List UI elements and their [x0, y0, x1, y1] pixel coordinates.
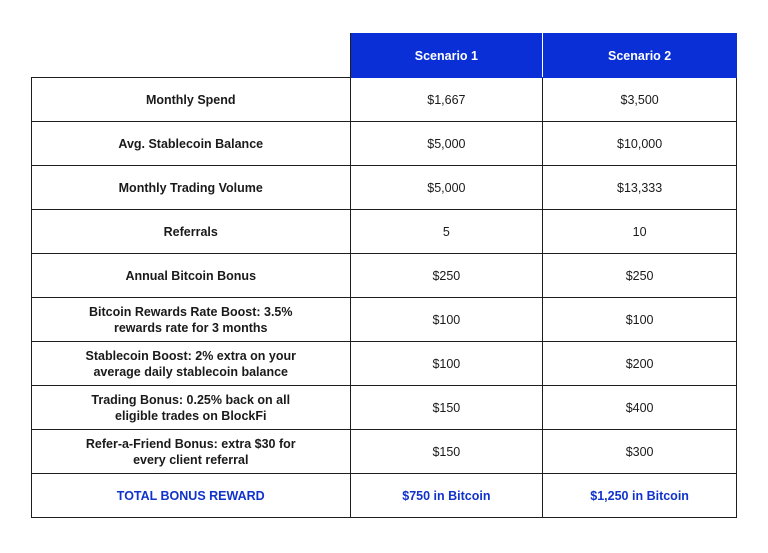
- scenario-1-value: 5: [350, 210, 543, 254]
- row-label: [32, 298, 351, 342]
- scenario-2-value: $300: [543, 430, 737, 474]
- row-label-line-1: Refer-a-Friend Bonus: extra $30 for: [85, 436, 296, 451]
- total-scenario-1: $750 in Bitcoin: [350, 474, 543, 518]
- scenario-1-value: $5,000: [350, 166, 543, 210]
- total-scenario-2: $1,250 in Bitcoin: [543, 474, 737, 518]
- row-label: Monthly Spend: [32, 78, 351, 122]
- scenario-1-value: $150: [350, 386, 543, 430]
- scenario-2-value: $10,000: [543, 122, 737, 166]
- scenario-2-value: $100: [543, 298, 737, 342]
- scenario-1-value: $250: [350, 254, 543, 298]
- row-label: Avg. Stablecoin Balance: [32, 122, 351, 166]
- table-row: [32, 298, 737, 342]
- row-label: Monthly Trading Volume: [32, 166, 351, 210]
- scenario-1-value: $100: [350, 342, 543, 386]
- scenario-2-value: 10: [543, 210, 737, 254]
- table-row: [32, 342, 737, 386]
- row-label-line-1: Trading Bonus: 0.25% back on all: [91, 392, 291, 407]
- row-label: [32, 430, 351, 474]
- table-row: [32, 78, 737, 122]
- scenario-2-value: $3,500: [543, 78, 737, 122]
- row-label: [32, 386, 351, 430]
- header-row: [32, 34, 737, 78]
- row-label-line-2: average daily stablecoin balance: [93, 364, 289, 379]
- scenario-2-value: $200: [543, 342, 737, 386]
- row-label: [32, 342, 351, 386]
- scenario-2-value: $400: [543, 386, 737, 430]
- row-label-line-1: Stablecoin Boost: 2% extra on your: [85, 348, 296, 363]
- row-label-line-1: Bitcoin Rewards Rate Boost: 3.5%: [88, 304, 293, 319]
- row-label: Referrals: [32, 210, 351, 254]
- row-label-line-2: every client referral: [133, 452, 249, 467]
- scenario-1-value: $100: [350, 298, 543, 342]
- header-blank-cell: [32, 34, 351, 78]
- bonus-comparison-table: [31, 33, 737, 518]
- table-row: [32, 210, 737, 254]
- scenario-1-value: $5,000: [350, 122, 543, 166]
- table-row: [32, 254, 737, 298]
- scenario-1-value: $150: [350, 430, 543, 474]
- table-row: [32, 122, 737, 166]
- total-row: [32, 474, 737, 518]
- scenario-2-value: $250: [543, 254, 737, 298]
- scenario-1-header: Scenario 1: [350, 34, 543, 78]
- table-row: [32, 430, 737, 474]
- total-label: TOTAL BONUS REWARD: [32, 474, 351, 518]
- table-row: [32, 386, 737, 430]
- scenario-1-value: $1,667: [350, 78, 543, 122]
- row-label: Annual Bitcoin Bonus: [32, 254, 351, 298]
- scenario-2-value: $13,333: [543, 166, 737, 210]
- table-row: [32, 166, 737, 210]
- row-label-line-2: eligible trades on BlockFi: [115, 408, 267, 423]
- row-label-line-2: rewards rate for 3 months: [113, 320, 268, 335]
- scenario-2-header: Scenario 2: [543, 34, 737, 78]
